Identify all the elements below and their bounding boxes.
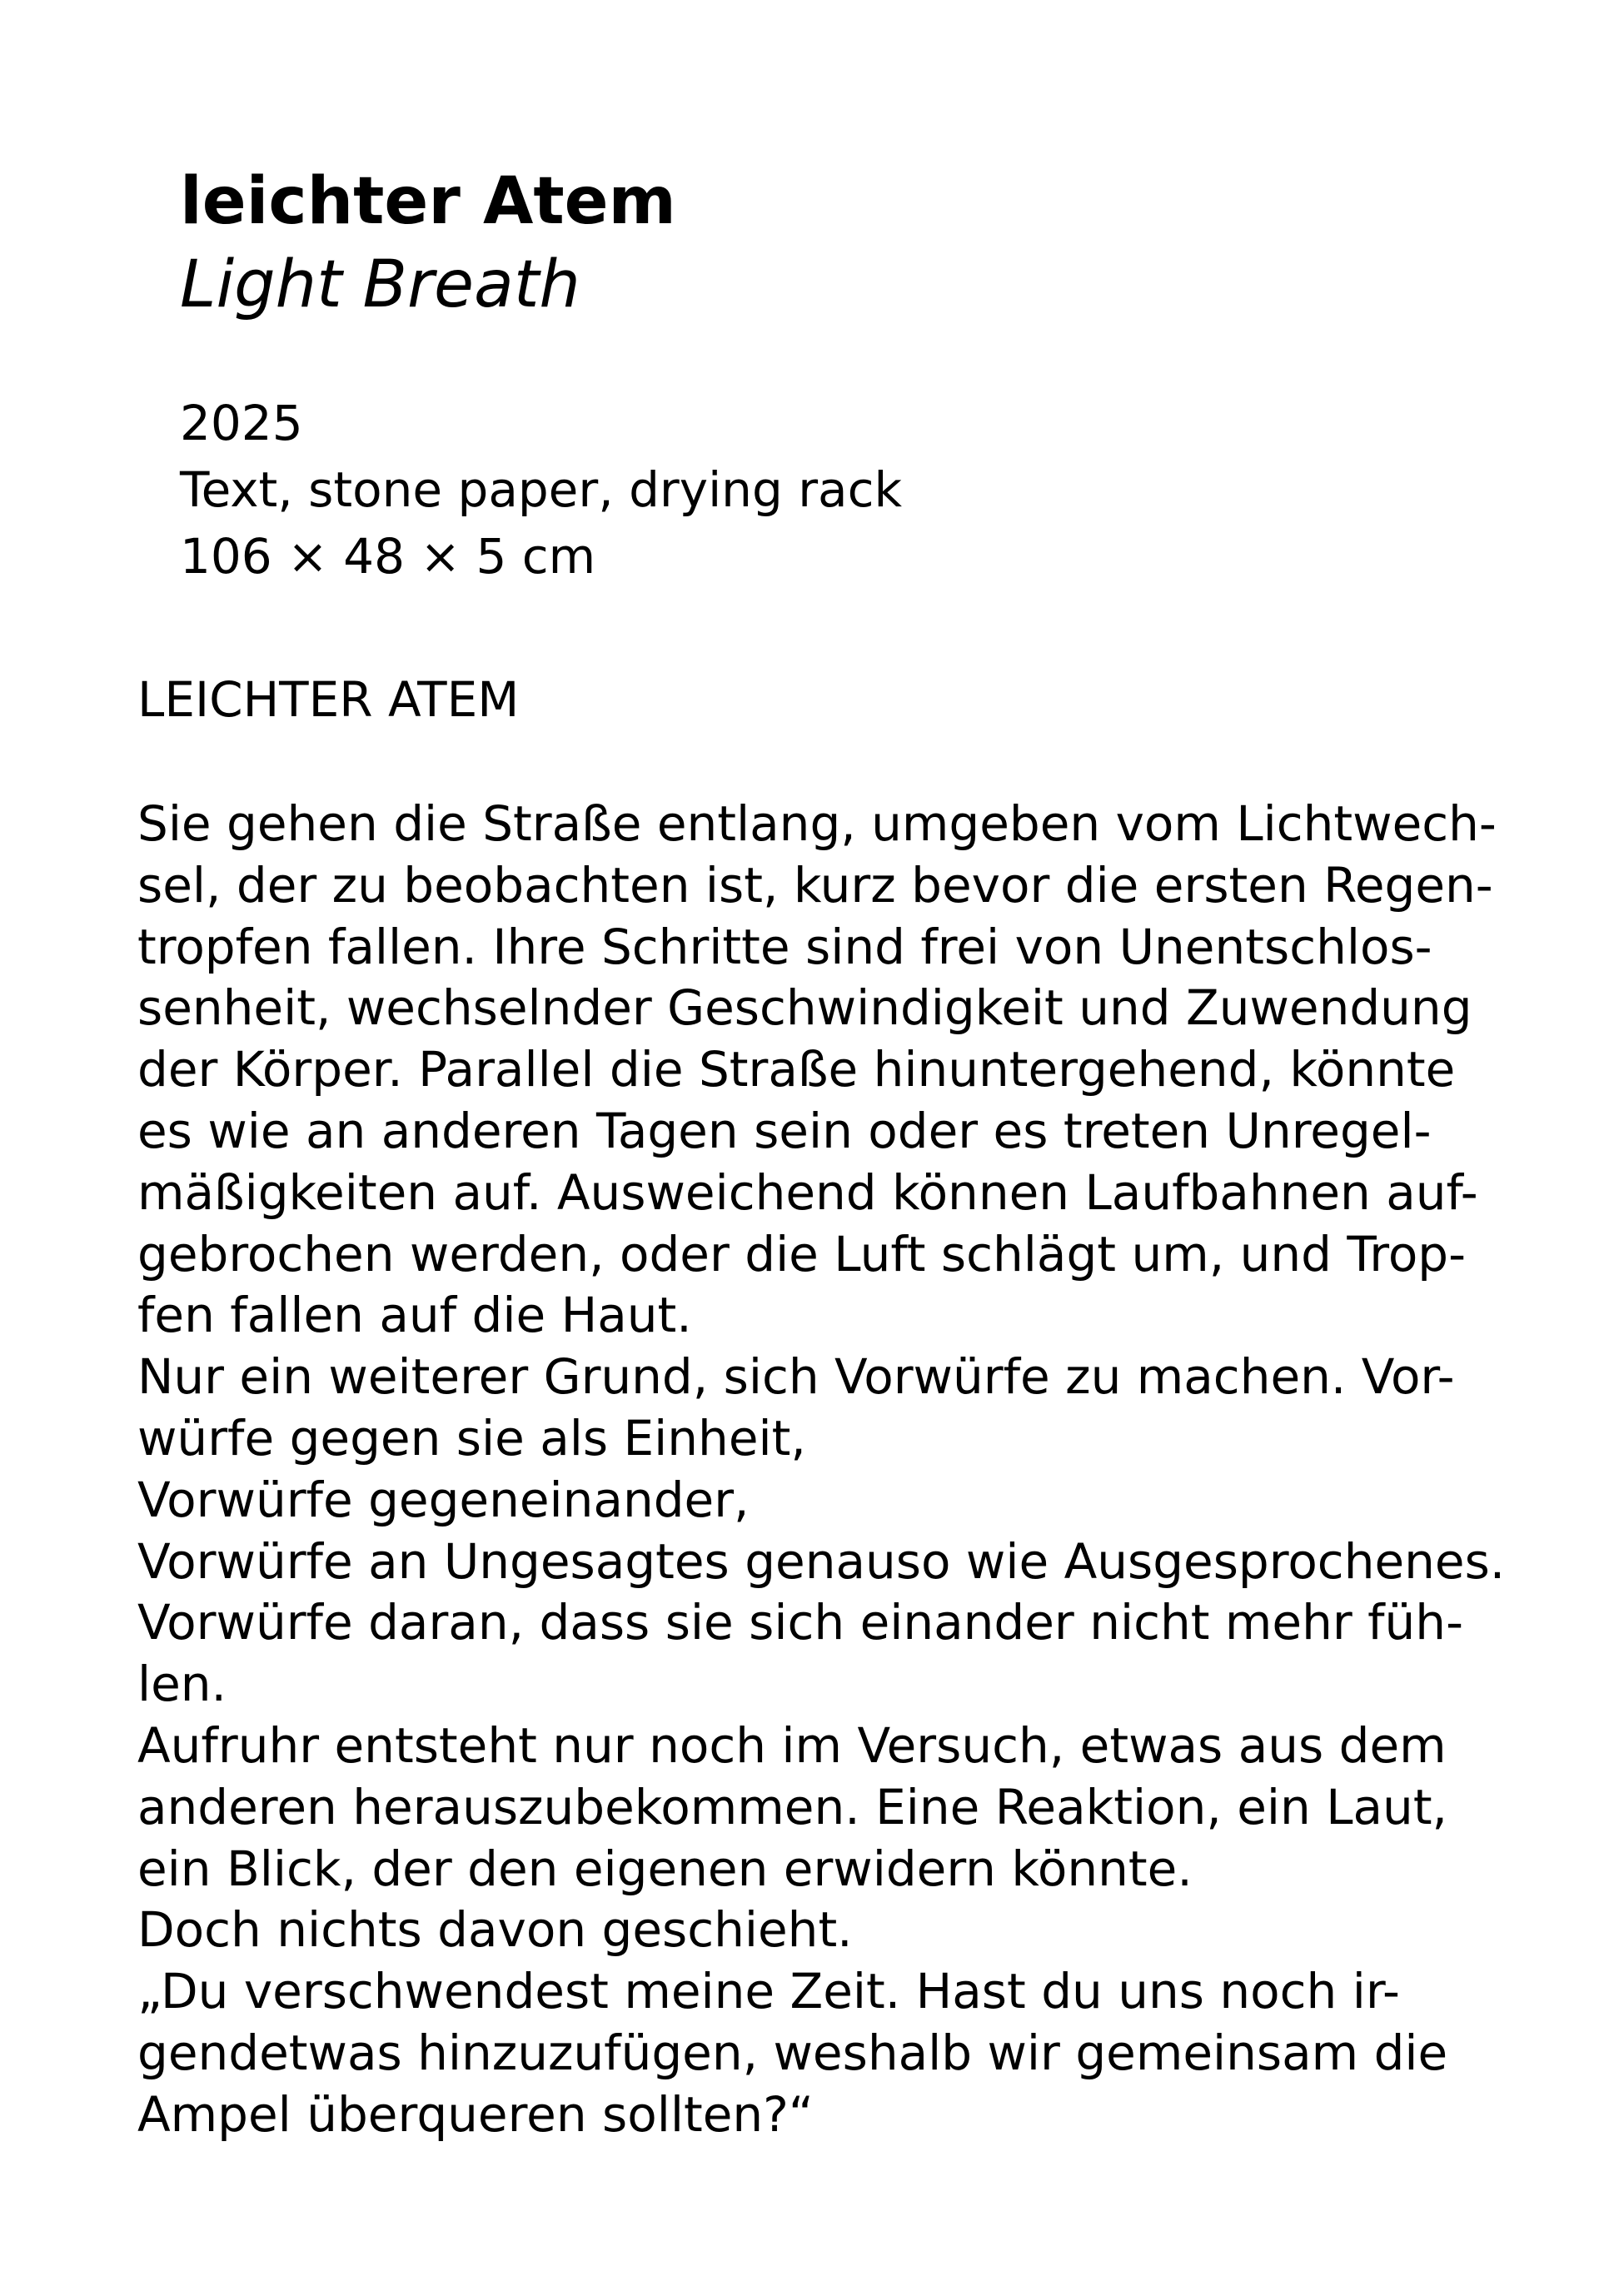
text-line: tropfen fallen. Ihre Schritte sind frei von Unentschlos- [137, 918, 1432, 975]
text-line: Aufruhr entsteht nur noch im Versuch, etwas aus dem [137, 1716, 1447, 1774]
text-line: mäßigkeiten auf. Ausweichend können Laufbahnen auf- [137, 1163, 1478, 1221]
text-line: anderen herauszubekommen. Eine Reaktion, ein Laut, [137, 1778, 1447, 1835]
text-line: Nur ein weiterer Grund, sich Vorwürfe zu machen. Vor- [137, 1348, 1455, 1406]
work-dimensions: 106 × 48 × 5 cm [180, 528, 596, 585]
text-paragraph [137, 794, 1570, 2146]
text-line: Doch nichts davon geschieht. [137, 1901, 853, 1959]
text-line: len. [137, 1656, 227, 1713]
text-line: es wie an anderen Tagen sein oder es treten Unregel- [137, 1102, 1432, 1159]
title-english: Light Breath [180, 247, 580, 322]
text-line: „Du verschwendest meine Zeit. Hast du uns noch ir- [137, 1963, 1400, 2020]
work-details [180, 390, 902, 590]
title-german: leichter Atem [180, 164, 676, 239]
text-line: sel, der zu beobachten ist, kurz bevor die ersten Regen- [137, 856, 1493, 914]
text-line: gebrochen werden, oder die Luft schlägt um, und Trop- [137, 1225, 1467, 1282]
work-year: 2025 [180, 395, 303, 451]
title-block [180, 160, 676, 326]
text-line: ein Blick, der den eigenen erwidern könnte. [137, 1840, 1193, 1897]
text-body [137, 666, 1570, 2146]
text-line: Ampel überqueren sollten?“ [137, 2085, 814, 2143]
text-line: der Körper. Parallel die Straße hinuntergehend, könnte [137, 1041, 1456, 1098]
text-line: Vorwürfe daran, dass sie sich einander nicht mehr füh- [137, 1594, 1463, 1651]
text-line: würfe gegen sie als Einheit, [137, 1409, 806, 1467]
text-line: Sie gehen die Straße entlang, umgeben vom Lichtwech- [137, 795, 1497, 852]
text-line: Vorwürfe an Ungesagtes genauso wie Ausgesprochenes. [137, 1532, 1506, 1590]
text-heading: LEICHTER ATEM [137, 671, 520, 728]
text-line: senheit, wechselnder Geschwindigkeit und Zuwendung [137, 979, 1472, 1037]
text-line: Vorwürfe gegeneinander, [137, 1471, 750, 1528]
text-line: fen fallen auf die Haut. [137, 1287, 692, 1344]
work-medium: Text, stone paper, drying rack [180, 461, 903, 518]
text-line: gendetwas hinzuzufügen, weshalb wir gemeinsam die [137, 2024, 1448, 2081]
